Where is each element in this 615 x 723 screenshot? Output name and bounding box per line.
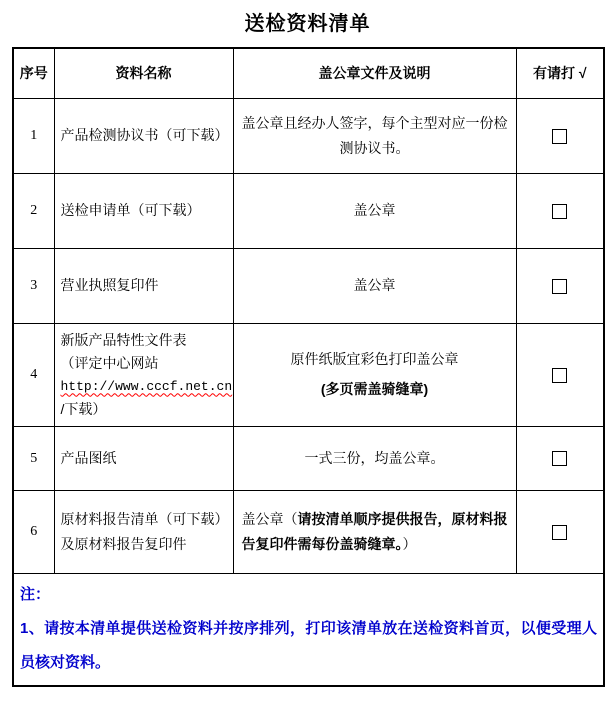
note-section: [13, 573, 604, 686]
row-number: 6: [13, 490, 54, 573]
check-cell: [516, 323, 604, 426]
material-name: 产品检测协议书（可下载）: [54, 98, 233, 173]
material-name: 产品图纸: [54, 426, 233, 490]
seal-instructions: 盖公章且经办人签字，每个主型对应一份检测协议书。: [233, 98, 516, 173]
material-name: 原材料报告清单（可下载）及原材料报告复印件: [54, 490, 233, 573]
checkbox[interactable]: [552, 129, 567, 144]
check-cell: [516, 98, 604, 173]
seal-instructions-prefix: 盖公章（: [241, 510, 298, 527]
table-row-3: [13, 248, 604, 323]
checkbox[interactable]: [552, 279, 567, 294]
row-number: 2: [13, 173, 54, 248]
material-name-line: （评定中心网站: [60, 354, 159, 371]
checkbox[interactable]: [552, 204, 567, 219]
col-header-seal-instructions: 盖公章文件及说明: [233, 48, 516, 98]
check-cell: [516, 248, 604, 323]
table-row-1: [13, 98, 604, 173]
material-name-line: 新版产品特性文件表: [60, 331, 187, 348]
seal-instructions: [233, 490, 516, 573]
check-cell: [516, 426, 604, 490]
checkbox[interactable]: [552, 525, 567, 540]
col-header-number: 序号: [13, 48, 54, 98]
check-cell: [516, 173, 604, 248]
seal-instructions-bold: 请按清单顺序提供报告，原材料报告复印件需每份盖骑缝章。: [241, 510, 508, 552]
check-cell: [516, 490, 604, 573]
seal-instructions-suffix: ）: [402, 535, 417, 552]
row-number: 4: [13, 323, 54, 426]
seal-instructions-line2: (多页需盖骑缝章): [320, 381, 429, 397]
seal-instructions: 盖公章: [233, 248, 516, 323]
checkbox[interactable]: [552, 451, 567, 466]
seal-instructions-line1: 原件纸版宜彩色打印盖公章: [290, 351, 459, 367]
cccf-website-url: http://www.cccf.net.cn: [60, 378, 233, 394]
materials-table: [12, 47, 605, 687]
note-item: 1、请按本清单提供送检资料并按序排列，打印该清单放在送检资料首页，以便受理人员核对资料。: [20, 620, 597, 672]
row-number: 5: [13, 426, 54, 490]
table-row-4: [13, 323, 604, 426]
note-row: [13, 573, 604, 686]
col-header-material-name: 资料名称: [54, 48, 233, 98]
page-title: 送检资料清单: [244, 13, 371, 35]
material-name: 营业执照复印件: [54, 248, 233, 323]
checkbox[interactable]: [552, 368, 567, 383]
material-name: 送检申请单（可下载）: [54, 173, 233, 248]
table-row-6: [13, 490, 604, 573]
table-row-2: [13, 173, 604, 248]
seal-instructions: 一式三份，均盖公章。: [233, 426, 516, 490]
row-number: 3: [13, 248, 54, 323]
material-name-line: /下载）: [60, 400, 107, 417]
row-number: 1: [13, 98, 54, 173]
header-row: [13, 48, 604, 98]
table-row-5: [13, 426, 604, 490]
col-header-check: 有请打 √: [516, 48, 604, 98]
seal-instructions: [233, 323, 516, 426]
material-name: [54, 323, 233, 426]
seal-instructions: 盖公章: [233, 173, 516, 248]
note-label: 注：: [20, 586, 51, 604]
